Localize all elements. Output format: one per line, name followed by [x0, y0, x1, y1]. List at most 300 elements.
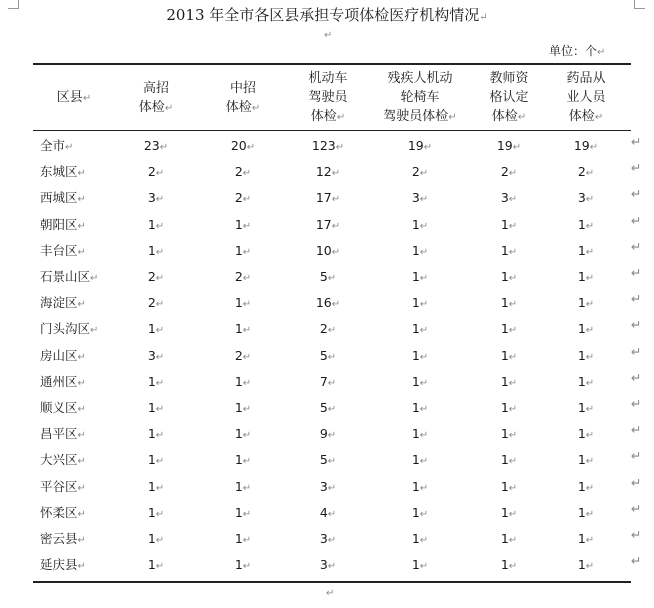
paragraph-mark-icon: ↵	[242, 194, 252, 206]
paragraph-mark-icon: ↵	[164, 102, 174, 114]
column-header-line: 机动车	[308, 71, 348, 86]
paragraph-mark-icon: ↵	[155, 194, 165, 206]
cell-value: 19	[496, 138, 513, 153]
district-cell	[40, 531, 86, 549]
paragraph-mark-icon: ↵	[419, 220, 429, 232]
paragraph-mark-icon: ↵	[65, 142, 74, 153]
value-cell	[213, 479, 273, 497]
row-end-mark-icon: ↵	[631, 343, 642, 359]
district-name: 西城区	[40, 190, 78, 206]
paragraph-mark-icon: ↵	[246, 142, 256, 153]
cell-value: 1	[147, 478, 156, 494]
paragraph-mark-icon: ↵	[242, 351, 252, 363]
cell-value: 1	[234, 531, 243, 546]
value-cell	[556, 374, 616, 392]
cell-value: 16	[315, 295, 332, 311]
table-title-text: 2013 年全市各区县承担专项体检医疗机构情况	[166, 6, 480, 24]
paragraph-mark-icon: ↵	[242, 508, 252, 520]
paragraph-mark-icon: ↵	[77, 299, 86, 311]
value-cell	[298, 505, 358, 523]
value-cell	[390, 479, 450, 497]
district-cell	[40, 295, 86, 313]
paragraph-mark-icon: ↵	[508, 456, 518, 468]
paragraph-mark-icon: ↵	[155, 508, 165, 520]
district-name: 密云县	[40, 531, 78, 546]
cell-value: 1	[234, 400, 243, 415]
paragraph-mark-icon: ↵	[508, 168, 518, 180]
paragraph-mark-icon: ↵	[419, 351, 429, 363]
cell-value: 1	[147, 531, 156, 546]
cell-value: 5	[319, 347, 328, 363]
column-header	[474, 69, 544, 127]
paragraph-mark-icon: ↵	[77, 482, 86, 494]
cell-value: 1	[147, 426, 156, 442]
value-cell	[298, 557, 358, 575]
paragraph-mark-icon: ↵	[419, 430, 429, 442]
column-header-line: 体检↵	[138, 99, 174, 115]
cell-value: 1	[500, 347, 509, 363]
cell-value: 3	[577, 190, 586, 206]
value-cell	[479, 531, 539, 549]
column-header	[126, 79, 186, 118]
value-cell	[126, 217, 186, 235]
district-name: 朝阳区	[40, 216, 78, 232]
unit-label	[549, 42, 605, 59]
column-header	[370, 69, 470, 127]
paragraph-mark-icon: ↵	[242, 561, 252, 573]
district-cell	[40, 190, 86, 208]
paragraph-mark-icon: ↵	[155, 220, 165, 232]
cell-value: 1	[577, 452, 586, 468]
value-cell	[390, 557, 450, 575]
district-cell	[40, 557, 86, 575]
cell-value: 1	[411, 426, 420, 442]
district-name: 全市	[40, 138, 66, 153]
paragraph-mark-icon: ↵	[508, 482, 518, 494]
row-end-mark-icon: ↵	[631, 448, 642, 464]
paragraph-mark-icon: ↵	[77, 194, 86, 206]
value-cell	[479, 295, 539, 313]
paragraph-mark-icon: ↵	[331, 220, 341, 232]
value-cell	[556, 190, 616, 208]
table-title	[0, 4, 654, 25]
value-cell	[479, 374, 539, 392]
cell-value: 1	[147, 400, 156, 415]
value-cell	[213, 217, 273, 235]
paragraph-mark-icon: ↵	[585, 561, 595, 573]
paragraph-mark-icon: ↵	[242, 404, 252, 415]
cell-value: 2	[147, 269, 156, 284]
cell-value: 1	[577, 373, 586, 389]
district-name: 延庆县	[40, 557, 78, 573]
cell-value: 1	[411, 269, 420, 284]
value-cell	[126, 164, 186, 182]
cell-value: 1	[147, 216, 156, 232]
row-end-mark-icon: ↵	[631, 186, 642, 202]
paragraph-mark-icon: ↵	[419, 535, 429, 546]
value-cell	[213, 321, 273, 339]
value-cell	[479, 479, 539, 497]
cell-value: 1	[411, 531, 420, 546]
value-cell	[213, 190, 273, 208]
column-header-line: 体检↵	[568, 109, 604, 124]
paragraph-mark-icon: ↵	[326, 588, 335, 599]
district-cell	[40, 452, 86, 470]
cell-value: 1	[147, 452, 156, 468]
cell-value: 1	[500, 242, 509, 258]
paragraph-mark-icon: ↵	[155, 377, 165, 389]
value-cell	[126, 348, 186, 366]
paragraph-mark-icon: ↵	[159, 142, 169, 153]
paragraph-mark-icon: ↵	[327, 482, 337, 494]
district-cell	[40, 269, 98, 287]
district-cell	[40, 400, 86, 418]
cell-value: 2	[500, 164, 509, 180]
cell-value: 1	[577, 400, 586, 415]
value-cell	[298, 243, 358, 261]
paragraph-mark-icon: ↵	[585, 430, 595, 442]
value-cell	[298, 164, 358, 182]
cell-value: 3	[319, 531, 328, 546]
cell-value: 1	[234, 557, 243, 573]
row-end-mark-icon: ↵	[631, 369, 642, 385]
column-header-line: 残疾人机动	[387, 71, 453, 86]
paragraph-mark-icon: ↵	[77, 561, 86, 573]
row-end-mark-icon: ↵	[631, 317, 642, 333]
paragraph-mark-icon: ↵	[585, 299, 595, 311]
cell-value: 1	[411, 557, 420, 573]
cell-value: 1	[411, 321, 420, 337]
paragraph-mark-icon: ↵	[585, 456, 595, 468]
value-cell	[298, 321, 358, 339]
cell-value: 1	[411, 373, 420, 389]
cell-value: 1	[147, 504, 156, 520]
paragraph-mark-icon: ↵	[77, 404, 86, 415]
cell-value: 1	[500, 400, 509, 415]
value-cell	[298, 348, 358, 366]
value-cell	[298, 479, 358, 497]
district-name: 顺义区	[40, 400, 78, 415]
paragraph-mark-icon: ↵	[327, 273, 337, 284]
paragraph-mark-icon: ↵	[331, 194, 341, 206]
cell-value: 1	[234, 452, 243, 468]
cell-value: 2	[411, 164, 420, 180]
paragraph-mark-icon: ↵	[585, 482, 595, 494]
cell-value: 17	[315, 216, 332, 232]
value-cell	[390, 505, 450, 523]
paragraph-mark-icon: ↵	[90, 325, 99, 337]
value-cell	[390, 426, 450, 444]
paragraph-mark-icon: ↵	[508, 377, 518, 389]
cell-value: 9	[319, 426, 328, 442]
district-cell	[40, 138, 73, 156]
district-name: 平谷区	[40, 478, 78, 494]
column-header-line: 高招	[142, 80, 169, 96]
cell-value: 1	[147, 242, 156, 258]
value-cell	[126, 138, 186, 156]
column-header-line: 中招	[229, 80, 256, 96]
column-header-line: 驾驶员体检↵	[383, 109, 457, 124]
paragraph-mark-icon: ↵	[585, 325, 595, 337]
district-name: 东城区	[40, 164, 78, 180]
value-cell	[126, 452, 186, 470]
value-cell	[213, 557, 273, 575]
paragraph-mark-icon: ↵	[155, 325, 165, 337]
paragraph-mark-icon: ↵	[327, 351, 337, 363]
value-cell	[298, 400, 358, 418]
value-cell	[390, 374, 450, 392]
value-cell	[126, 190, 186, 208]
value-cell	[390, 164, 450, 182]
paragraph-mark-icon: ↵	[589, 142, 599, 153]
cell-value: 1	[147, 373, 156, 389]
cell-value: 1	[577, 269, 586, 284]
cell-value: 1	[500, 426, 509, 442]
paragraph-mark-icon: ↵	[242, 299, 252, 311]
column-header-line: 区县↵	[56, 90, 92, 105]
cell-value: 2	[147, 295, 156, 311]
value-cell	[213, 138, 273, 156]
paragraph-mark-icon: ↵	[327, 430, 337, 442]
paragraph-mark-icon: ↵	[419, 508, 429, 520]
cell-value: 1	[577, 347, 586, 363]
paragraph-mark-icon: ↵	[242, 273, 252, 284]
column-header-line: 驾驶员	[308, 90, 348, 105]
value-cell	[479, 138, 539, 156]
cell-value: 1	[500, 504, 509, 520]
cell-value: 3	[147, 190, 156, 206]
value-cell	[126, 505, 186, 523]
row-end-mark-icon: ↵	[631, 291, 642, 307]
row-end-mark-icon: ↵	[631, 238, 642, 254]
column-header	[213, 79, 273, 118]
paragraph-mark-icon: ↵	[335, 142, 345, 153]
table-header-rule	[33, 130, 631, 131]
value-cell	[556, 348, 616, 366]
value-cell	[479, 217, 539, 235]
cell-value: 1	[500, 452, 509, 468]
cell-value: 1	[234, 295, 243, 311]
row-end-mark-icon: ↵	[631, 160, 642, 176]
paragraph-mark-icon: ↵	[331, 246, 341, 258]
value-cell	[298, 217, 358, 235]
paragraph-mark-icon: ↵	[82, 93, 92, 104]
paragraph-mark-icon: ↵	[242, 246, 252, 258]
paragraph-mark-icon: ↵	[419, 325, 429, 337]
value-cell	[556, 505, 616, 523]
cell-value: 1	[234, 504, 243, 520]
paragraph-mark-icon: ↵	[594, 112, 604, 123]
column-header-line: 轮椅车	[400, 90, 440, 105]
value-cell	[298, 426, 358, 444]
district-name: 海淀区	[40, 295, 78, 311]
cell-value: 1	[500, 269, 509, 284]
paragraph-mark-icon: ↵	[327, 508, 337, 520]
cell-value: 1	[234, 478, 243, 494]
paragraph-mark-icon: ↵	[419, 377, 429, 389]
value-cell	[556, 138, 616, 156]
paragraph-mark-icon: ↵	[77, 377, 86, 389]
cell-value: 1	[500, 295, 509, 311]
cell-value: 1	[411, 400, 420, 415]
value-cell	[479, 400, 539, 418]
value-cell	[556, 557, 616, 575]
paragraph-mark-icon: ↵	[155, 561, 165, 573]
paragraph-mark-icon: ↵	[155, 535, 165, 546]
district-cell	[40, 505, 86, 523]
paragraph-mark-icon: ↵	[508, 194, 518, 206]
value-cell	[126, 557, 186, 575]
paragraph-mark-icon: ↵	[155, 404, 165, 415]
value-cell	[390, 348, 450, 366]
paragraph-mark-icon: ↵	[327, 404, 337, 415]
paragraph-mark-icon: ↵	[585, 220, 595, 232]
cell-value: 1	[577, 216, 586, 232]
cell-value: 1	[500, 478, 509, 494]
cell-value: 2	[319, 321, 328, 337]
paragraph-mark-icon: ↵	[585, 168, 595, 180]
cell-value: 3	[500, 190, 509, 206]
row-end-mark-icon: ↵	[631, 212, 642, 228]
paragraph-mark-icon: ↵	[419, 456, 429, 468]
value-cell	[556, 269, 616, 287]
paragraph-mark-icon: ↵	[77, 220, 86, 232]
column-header-line: 体检↵	[310, 109, 346, 124]
paragraph-mark-icon: ↵	[77, 430, 86, 442]
paragraph-mark-icon: ↵	[77, 246, 86, 258]
value-cell	[126, 400, 186, 418]
paragraph-mark-icon: ↵	[508, 299, 518, 311]
value-cell	[213, 164, 273, 182]
value-cell	[213, 269, 273, 287]
paragraph-mark-icon: ↵	[242, 325, 252, 337]
cell-value: 1	[500, 557, 509, 573]
cell-value: 1	[577, 426, 586, 442]
row-end-mark-icon: ↵	[631, 527, 642, 542]
district-name: 昌平区	[40, 426, 78, 442]
value-cell	[479, 426, 539, 444]
cell-value: 5	[319, 452, 328, 468]
cell-value: 1	[234, 373, 243, 389]
value-cell	[298, 138, 358, 156]
cell-value: 1	[234, 216, 243, 232]
value-cell	[390, 531, 450, 549]
district-cell	[40, 164, 86, 182]
district-name: 房山区	[40, 347, 78, 363]
value-cell	[213, 400, 273, 418]
cell-value: 1	[577, 478, 586, 494]
paragraph-mark-icon: ↵	[77, 508, 86, 520]
table-bottom-rule	[33, 581, 631, 583]
paragraph-mark-icon: ↵	[419, 273, 429, 284]
paragraph-mark-icon: ↵	[77, 456, 86, 468]
column-header	[39, 88, 109, 108]
paragraph-mark-icon: ↵	[327, 535, 337, 546]
value-cell	[390, 321, 450, 339]
value-cell	[126, 321, 186, 339]
cell-value: 123	[311, 138, 336, 153]
cell-value: 1	[577, 557, 586, 573]
value-cell	[213, 505, 273, 523]
value-cell	[213, 531, 273, 549]
cell-value: 1	[577, 242, 586, 258]
value-cell	[298, 269, 358, 287]
paragraph-mark-icon: ↵	[508, 535, 518, 546]
district-name: 石景山区	[40, 269, 91, 284]
value-cell	[479, 269, 539, 287]
paragraph-mark-icon: ↵	[155, 430, 165, 442]
paragraph-mark-icon: ↵	[251, 102, 261, 114]
paragraph-mark-icon: ↵	[508, 404, 518, 415]
value-cell	[213, 243, 273, 261]
cell-value: 23	[143, 138, 160, 153]
cell-value: 2	[234, 269, 243, 284]
district-name: 大兴区	[40, 452, 78, 468]
cell-value: 1	[411, 347, 420, 363]
value-cell	[126, 295, 186, 313]
cell-value: 1	[234, 242, 243, 258]
value-cell	[479, 505, 539, 523]
value-cell	[556, 452, 616, 470]
paragraph-mark-icon: ↵	[508, 430, 518, 442]
cell-value: 1	[411, 478, 420, 494]
paragraph-mark-icon: ↵	[327, 561, 337, 573]
paragraph-mark-icon: ↵	[419, 194, 429, 206]
row-end-mark-icon: ↵	[631, 134, 642, 149]
value-cell	[126, 531, 186, 549]
value-cell	[556, 426, 616, 444]
value-cell	[556, 531, 616, 549]
cell-value: 3	[411, 190, 420, 206]
value-cell	[298, 531, 358, 549]
value-cell	[213, 374, 273, 392]
paragraph-mark-icon: ↵	[242, 482, 252, 494]
cell-value: 1	[411, 216, 420, 232]
cell-value: 19	[573, 138, 590, 153]
cell-value: 5	[319, 400, 328, 415]
paragraph-mark-icon: ↵	[242, 430, 252, 442]
paragraph-mark-icon: ↵	[242, 168, 252, 180]
cell-value: 1	[500, 216, 509, 232]
paragraph-mark-icon: ↵	[327, 325, 337, 337]
paragraph-mark-icon: ↵	[419, 299, 429, 311]
paragraph-mark-icon: ↵	[585, 351, 595, 363]
district-cell	[40, 348, 86, 366]
paragraph-mark-icon: ↵	[77, 168, 86, 180]
row-end-mark-icon: ↵	[631, 553, 642, 569]
value-cell	[479, 164, 539, 182]
paragraph-mark-icon: ↵	[585, 194, 595, 206]
value-cell	[126, 269, 186, 287]
column-header-line: 体检↵	[225, 99, 261, 115]
cell-value: 1	[500, 321, 509, 337]
cell-value: 3	[319, 557, 328, 573]
paragraph-mark-icon: ↵	[508, 220, 518, 232]
column-header-line: 体检↵	[491, 109, 527, 124]
cell-value: 1	[147, 557, 156, 573]
value-cell	[126, 426, 186, 444]
district-name: 怀柔区	[40, 504, 78, 520]
cell-value: 2	[234, 190, 243, 206]
value-cell	[213, 348, 273, 366]
row-end-mark-icon: ↵	[631, 396, 642, 411]
cell-value: 17	[315, 190, 332, 206]
value-cell	[126, 374, 186, 392]
cell-value: 7	[319, 373, 328, 389]
paragraph-mark-icon: ↵	[597, 47, 606, 58]
value-cell	[556, 164, 616, 182]
paragraph-mark-icon: ↵	[77, 351, 86, 363]
